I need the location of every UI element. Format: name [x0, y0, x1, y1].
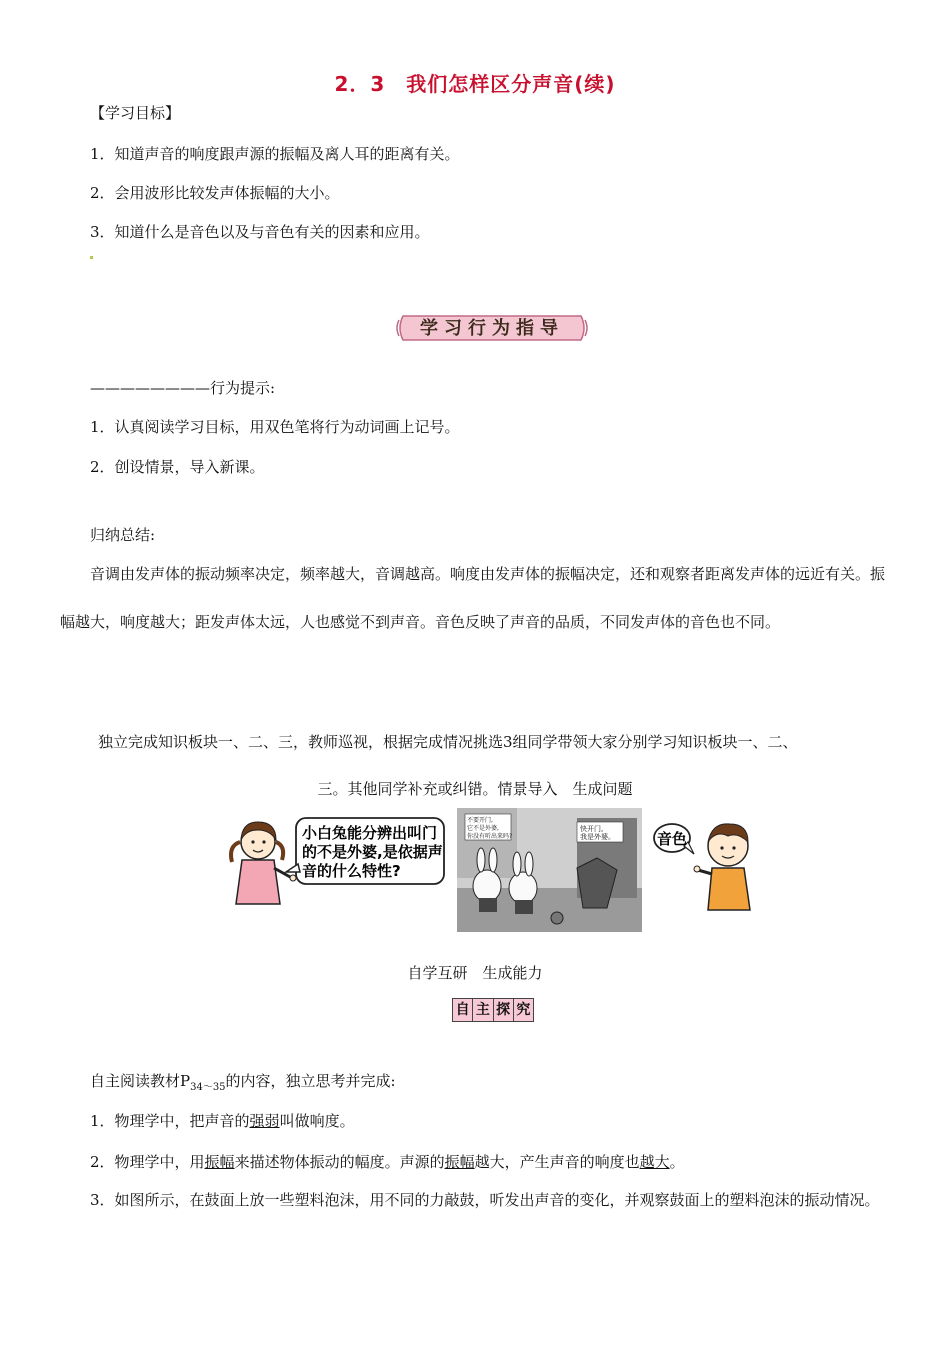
- svg-text:不要开门,: 不要开门,: [467, 817, 493, 824]
- question-2: 2．物理学中，用振幅来描述物体振动的幅度。声源的振幅越大，产生声音的响度也越大。: [90, 1153, 685, 1171]
- objective-item: 1．知道声音的响度跟声源的振幅及离人耳的距离有关。: [90, 145, 460, 163]
- hints-heading: ————————行为提示:: [90, 379, 276, 397]
- boy-illustration: [652, 814, 762, 914]
- tag-char: 究: [516, 1002, 531, 1018]
- summary-text: 音调由发声体的振动频率决定，频率越大，音调越高。响度由发声体的振幅决定，还和观察者距离发声体的远近有关。振幅越大，响度越大；距发声体太远，人也感觉不到声音。音色反映了声音的品质，不同发声体的音色也不同。: [60, 565, 886, 631]
- tag-char: 探: [494, 999, 514, 1021]
- objective-item: 2．会用波形比较发声体振幅的大小。: [90, 184, 340, 202]
- girl-bubble-line: 音的什么特性?: [302, 862, 401, 880]
- svg-text:快开门,: 快开门,: [580, 825, 604, 833]
- tag-char: 主: [473, 999, 493, 1021]
- question-3: 3．如图所示，在鼓面上放一些塑料泡沫，用不同的力敲鼓，听发出声音的变化，并观察鼓面上的塑料泡沫的振动情况。: [90, 1191, 880, 1209]
- svg-text:你没有听出来吗?: 你没有听出来吗?: [467, 833, 513, 840]
- banner-label: 学习行为指导: [420, 318, 564, 339]
- answer-blank: 强弱: [249, 1112, 280, 1130]
- girl-bubble-line: 小白兔能分辨出叫门: [302, 824, 438, 842]
- section-heading: 自学互研 生成能力: [407, 964, 543, 982]
- answer-blank: 振幅: [444, 1153, 475, 1171]
- page-title: 2．3 我们怎样区分声音(续): [334, 72, 616, 96]
- task-line-2: 三。其他同学补充或纠错。情景导入 生成问题: [317, 780, 633, 798]
- summary-heading: 归纳总结:: [90, 526, 156, 544]
- section-tag: [452, 998, 534, 1022]
- objective-item: 3．知道什么是音色以及与音色有关的因素和应用。: [90, 223, 430, 241]
- svg-text:它不是外婆,: 它不是外婆,: [467, 825, 499, 832]
- hint-item: 2．创设情景，导入新课。: [90, 458, 265, 476]
- svg-text:我是外婆。: 我是外婆。: [580, 833, 615, 841]
- speck-mark: [90, 256, 93, 259]
- objectives-heading: 【学习目标】: [90, 104, 181, 122]
- answer-blank: 振幅: [204, 1153, 235, 1171]
- task-line-1: 独立完成知识板块一、二、三，教师巡视，根据完成情况挑选3组同学带领大家分别学习知识板块一、二、: [98, 733, 798, 751]
- reading-intro: 自主阅读教材$P_{34\sim 35}$的内容，独立思考并完成:: [90, 1072, 396, 1093]
- girl-illustration: [220, 812, 450, 912]
- hint-item: 1．认真阅读学习目标，用双色笔将行为动词画上记号。: [90, 418, 460, 436]
- boy-bubble-text: 音色: [656, 830, 688, 848]
- section-banner: [395, 312, 589, 344]
- girl-bubble-line: 的不是外婆,是依据声: [302, 843, 443, 861]
- answer-blank: 越大: [639, 1153, 670, 1171]
- story-scene-image: [457, 808, 642, 932]
- question-1: 1．物理学中，把声音的强弱叫做响度。: [90, 1112, 355, 1130]
- tag-char: 自: [453, 999, 473, 1021]
